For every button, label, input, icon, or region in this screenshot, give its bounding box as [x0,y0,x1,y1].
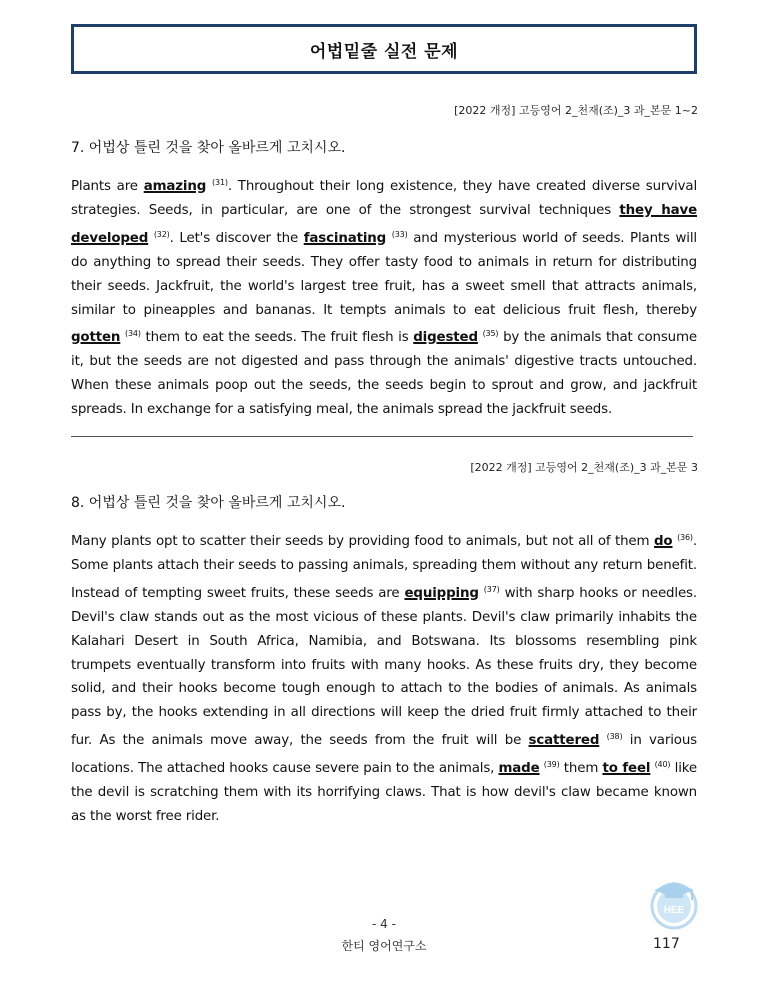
passage-q8 [71,526,697,829]
question-number-marker: (40) [654,760,671,770]
question-number-marker: (33) [391,229,408,239]
underlined-answer: fascinating [303,230,387,246]
question-7-heading: 7. 어법상 틀린 것을 찾아 올바르게 고치시오. [71,140,346,156]
passage-q7 [71,171,697,422]
graduation-cap-logo-icon [646,876,702,932]
question-number-marker: (34) [124,329,141,339]
logo-text: HEE [663,905,685,916]
passage-text: . Let's discover the [169,230,304,246]
passage-text: in various locations. The attached hooks cause severe pain to the animals, [71,733,697,777]
page-total-number: 117 [653,936,680,952]
question-8-heading: 8. 어법상 틀린 것을 찾아 올바르게 고치시오. [71,495,346,511]
underlined-answer: digested [413,330,478,346]
page-number: - 4 - [372,917,396,931]
underlined-answer: gotten [71,330,121,346]
passage-text: them [559,761,603,777]
underlined-answer: made [498,761,540,777]
question-number-marker: (37) [483,584,500,594]
passage-text: them to eat the seeds. The fruit flesh is [140,330,414,346]
underlined-answer: to feel [602,761,651,777]
section-divider [71,436,693,437]
question-number-marker: (38) [606,732,623,742]
underlined-answer: amazing [143,179,207,194]
underlined-answer: equipping [404,585,479,601]
passage-text: by the animals that consume it, but the seeds are not digested and pass through the animals' digestive tracts untouched. When these animals poop out the seeds, the seeds begin to sprout and grow, and jackfruit spreads. In exchange for a satisfying meal, the animals spread the jackfruit seeds. [71,330,698,418]
passage-text: . Some plants attach their seeds to passing animals, spreading them without any return benefit. Instead of tempting sweet fruits, these seeds are [71,534,697,601]
underlined-answer: they have developed [71,202,698,246]
passage-text: Plants are [71,179,144,194]
passage-text: and mysterious world of seeds. Plants will do anything to spread their seeds. They offer tasty food to animals in return for distributing their seeds. Jackfruit, the world's largest tree fruit, has a sweet smell that attracts animals, similar to pineapples and bananas. It tempts animals to eat delicious fruit flesh, thereby [71,230,698,318]
question-number-marker: (32) [153,229,170,239]
passage-text: Many plants opt to scatter their seeds by providing food to animals, but not all of them [71,534,654,549]
question-number-marker: (39) [543,760,560,770]
question-number-marker: (35) [482,329,499,339]
passage-text: with sharp hooks or needles. Devil's claw stands out as the most vicious of these plants. Devil's claw primarily inhabits the Kalahari Desert in South Africa, Namibia, and Botswana. Its blossoms resembling pink trumpets eventually transform into fruits with many hooks. As these fruits dry, they become solid, and their hooks become tough enough to attach to the bodies of animals. As animals pass by, the hooks extending in all directions will keep the dried fruit firmly attached to their fur. As the animals move away, the seeds from the fruit will be [71,585,697,749]
passage-text: . Throughout their long existence, they have created diverse survival strategies. Seeds, in particular, are one of the strongest survival techniques [71,179,698,218]
source-label-q8: [2022 개정] 고등영어 2_천재(조)_3 과_본문 3 [470,461,698,474]
page-title: 어법밑줄 실전 문제 [309,41,459,62]
question-number-marker: (31) [212,178,228,187]
underlined-answer: scattered [528,733,600,749]
question-number-marker: (36) [677,533,693,542]
page-title-box [71,24,697,74]
underlined-answer: do [653,534,673,549]
passage-text: like the devil is scratching them with its horrifying claws. That is how devil's claw became known as the worst free rider. [71,761,697,824]
organization-name: 한티 영어연구소 [341,939,427,953]
source-label-q7: [2022 개정] 고등영어 2_천재(조)_3 과_본문 1~2 [454,104,698,117]
